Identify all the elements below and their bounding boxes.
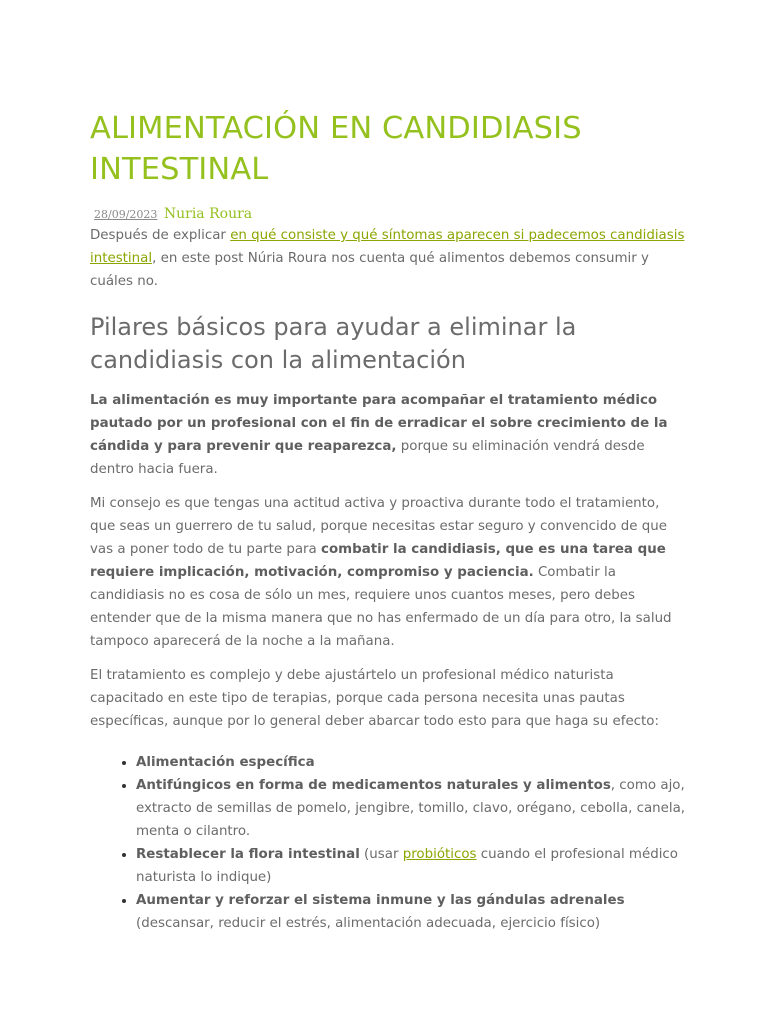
list-item-text-after: cuando el profesional médico naturista lo indique) (136, 847, 678, 885)
article-title-line1: ALIMENTACIÓN EN CANDIDIASIS (90, 111, 582, 146)
paragraph-2-before: Mi consejo es que tengas una actitud activa y proactiva durante todo el tratamiento, que seas un guerrero de tu salud, porque necesitas estar seguro y convencido de que vas a poner todo de tu parte para (90, 496, 667, 557)
paragraph-3: El tratamiento es complejo y debe ajustártelo un profesional médico naturista capacitado en este tipo de terapias, porque cada persona necesita unas pautas específicas, aunque por lo general deber abarcar todo esto para que haga su efecto: (90, 668, 659, 729)
post-date-link[interactable]: 28/09/2023 (94, 208, 158, 221)
paragraph-1-rest: porque su eliminación vendrá desde dentro hacia fuera. (90, 439, 645, 477)
candidiasis-article-link[interactable]: en qué consiste y qué síntomas aparecen si padecemos candidiasis intestinal (90, 228, 685, 266)
list-item (136, 889, 692, 935)
paragraph-2-bold: combatir la candidiasis, que es una tarea que requiere implicación, motivación, compromiso y paciencia. (90, 542, 666, 580)
list-item-bold: Restablecer la flora intestinal (136, 847, 360, 862)
paragraph-1-bold: La alimentación es muy importante para acompañar el tratamiento médico pautado por un profesional con el fin de erradicar el sobre crecimiento de la cándida y para prevenir que reaparezca, (90, 393, 668, 454)
probiotics-link[interactable]: probióticos (402, 847, 477, 862)
paragraph-2-after: Combatir la candidiasis no es cosa de sólo un mes, requiere unos cuantos meses, pero debes entender que de la misma manera que no has enfermado de un día para otro, la salud tampoco aparecerá de la noche a la mañana. (90, 565, 672, 649)
intro-paragraph (90, 224, 686, 293)
list-item-bold: Aumentar y reforzar el sistema inmune y las gándulas adrenales (136, 893, 625, 908)
list-item-bold: Antifúngicos en forma de medicamentos naturales y alimentos (136, 778, 611, 793)
paragraph-2 (90, 492, 680, 653)
list-item-text-before: (usar (359, 847, 403, 862)
treatment-list (90, 751, 690, 935)
paragraph-1 (90, 389, 676, 481)
list-item-bold: Alimentación específica (136, 755, 315, 770)
section-heading: Pilares básicos para ayudar a eliminar la candidiasis con la alimentación (90, 313, 577, 374)
article-title (90, 108, 690, 190)
list-item (136, 843, 692, 889)
article (90, 108, 690, 935)
list-item-text: (descansar, reducir el estrés, alimentación adecuada, ejercicio físico) (136, 916, 601, 931)
intro-text-before: Después de explicar (90, 228, 231, 243)
intro-text-after: , en este post Núria Roura nos cuenta qué alimentos debemos consumir y cuáles no. (90, 251, 649, 289)
article-meta (90, 205, 690, 224)
list-item (136, 751, 692, 774)
post-author: Nuria Roura (163, 206, 253, 222)
list-item (136, 774, 692, 843)
article-title-line2: INTESTINAL (90, 152, 269, 187)
list-item-text: , como ajo, extracto de semillas de pomelo, jengibre, tomillo, clavo, orégano, cebolla, canela, menta o cilantro. (136, 778, 686, 839)
